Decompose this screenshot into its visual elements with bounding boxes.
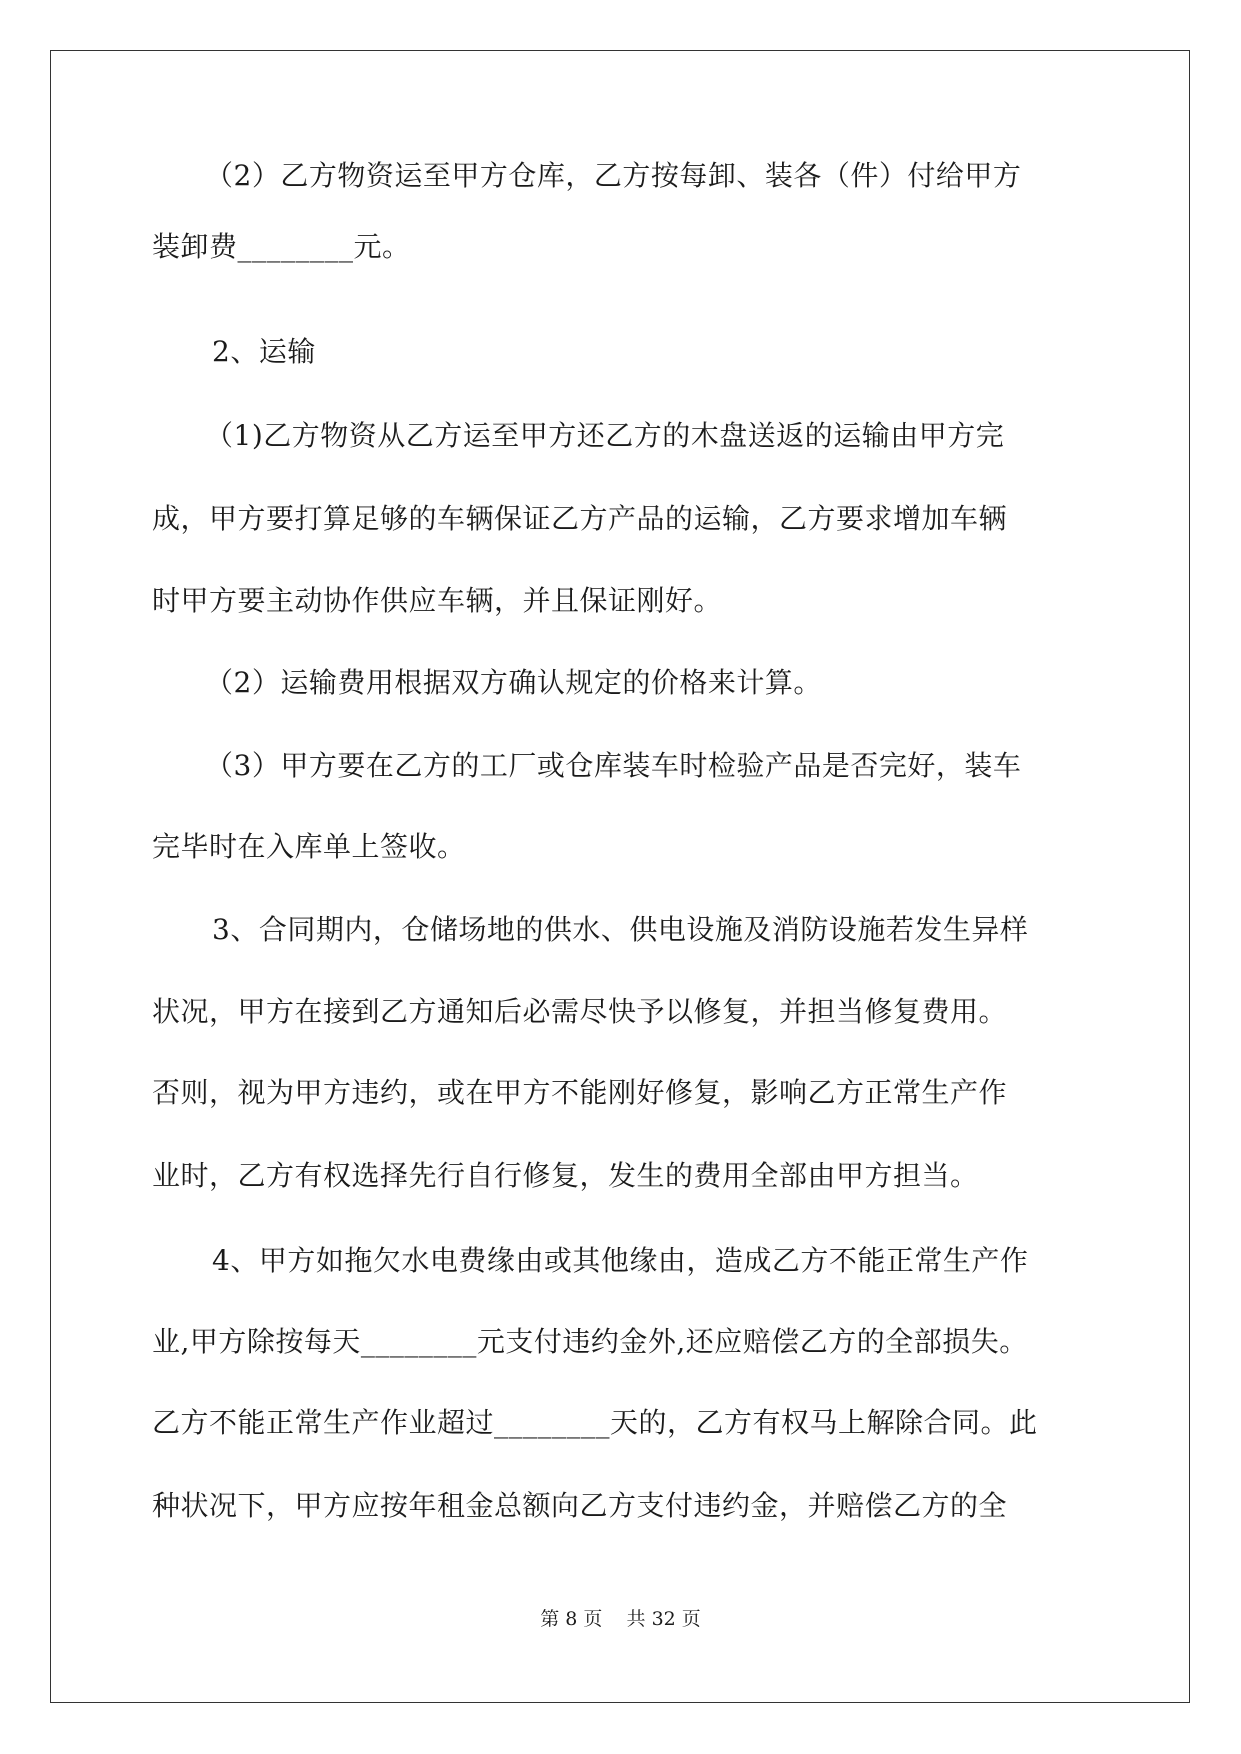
paragraph-line: （2）乙方物资运至甲方仓库，乙方按每卸、装各（件）付给甲方 bbox=[205, 159, 1022, 192]
page-border bbox=[50, 50, 1190, 1703]
paragraph-line: 时甲方要主动协作供应车辆，并且保证刚好。 bbox=[152, 584, 723, 617]
paragraph-line: 4、甲方如拖欠水电费缘由或其他缘由，造成乙方不能正常生产作 bbox=[212, 1244, 1029, 1277]
paragraph-line: 否则，视为甲方违约，或在甲方不能刚好修复，影响乙方正常生产作 bbox=[152, 1076, 1008, 1109]
page-number-footer: 第 8 页 共 32 页 bbox=[540, 1608, 701, 1630]
paragraph-line: 装卸费________元。 bbox=[152, 230, 411, 263]
paragraph-line: 乙方不能正常生产作业超过________天的，乙方有权马上解除合同。此 bbox=[152, 1406, 1038, 1439]
paragraph-line: 完毕时在入库单上签收。 bbox=[152, 830, 466, 863]
paragraph-line: （3）甲方要在乙方的工厂或仓库装车时检验产品是否完好，装车 bbox=[205, 749, 1022, 782]
section-heading: 2、运输 bbox=[212, 335, 316, 368]
paragraph-line: （2）运输费用根据双方确认规定的价格来计算。 bbox=[205, 666, 822, 699]
paragraph-line: 业,甲方除按每天________元支付违约金外,还应赔偿乙方的全部损失。 bbox=[152, 1325, 1028, 1358]
paragraph-line: （1)乙方物资从乙方运至甲方还乙方的木盘送返的运输由甲方完 bbox=[205, 419, 1005, 452]
paragraph-line: 成，甲方要打算足够的车辆保证乙方产品的运输，乙方要求增加车辆 bbox=[152, 502, 1008, 535]
paragraph-line: 业时，乙方有权选择先行自行修复，发生的费用全部由甲方担当。 bbox=[152, 1159, 979, 1192]
paragraph-line: 种状况下，甲方应按年租金总额向乙方支付违约金，并赔偿乙方的全 bbox=[152, 1489, 1008, 1522]
paragraph-line: 3、合同期内，仓储场地的供水、供电设施及消防设施若发生异样 bbox=[212, 913, 1029, 946]
paragraph-line: 状况，甲方在接到乙方通知后必需尽快予以修复，并担当修复费用。 bbox=[152, 995, 1008, 1028]
